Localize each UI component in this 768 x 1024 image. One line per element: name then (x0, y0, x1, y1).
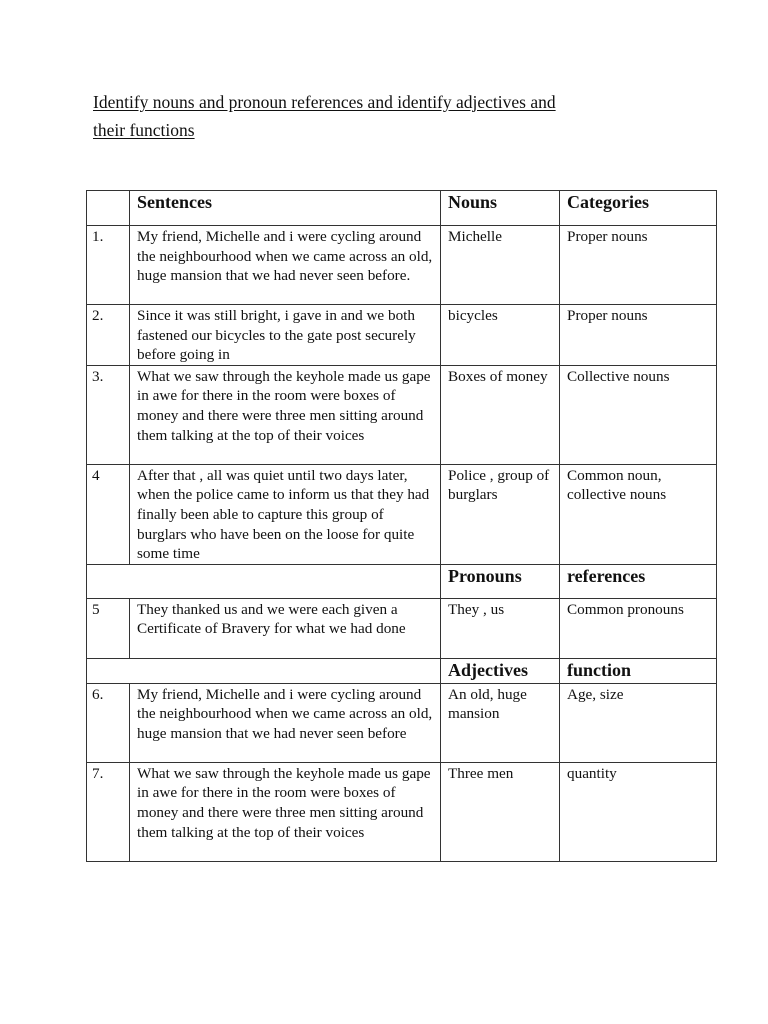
pronoun-cell: They , us (441, 598, 560, 658)
table-row (87, 762, 717, 861)
noun-cell: Police , group of burglars (441, 464, 560, 564)
table-row (87, 464, 717, 564)
table-header-row (87, 191, 717, 226)
sentence-cell: What we saw through the keyhole made us gape in awe for there in the room were boxes of money and there were three men sitting around them talking at the top of their voices (130, 365, 441, 464)
row-number: 6. (87, 683, 130, 762)
category-cell: Common noun, collective nouns (560, 464, 717, 564)
row-number: 5 (87, 598, 130, 658)
noun-cell: Boxes of money (441, 365, 560, 464)
function-cell: Age, size (560, 683, 717, 762)
row-number: 2. (87, 305, 130, 366)
header-references: references (560, 564, 717, 598)
sentence-cell: My friend, Michelle and i were cycling around the neighbourhood when we came across an old, huge mansion that we had never seen before. (130, 226, 441, 305)
header-num-cell (87, 191, 130, 226)
header-sentences: Sentences (130, 191, 441, 226)
header-function: function (560, 658, 717, 683)
adjective-section-header (87, 658, 717, 683)
table-row (87, 683, 717, 762)
sentence-cell: My friend, Michelle and i were cycling around the neighbourhood when we came across an old, huge mansion that we had never seen before (130, 683, 441, 762)
title-line-1: Identify nouns and pronoun references and identify adjectives and (93, 92, 556, 112)
title-line-2: their functions (93, 120, 195, 140)
table-row (87, 305, 717, 366)
category-cell: Proper nouns (560, 226, 717, 305)
header-categories: Categories (560, 191, 717, 226)
pronoun-section-header (87, 564, 717, 598)
noun-cell: bicycles (441, 305, 560, 366)
table-row (87, 365, 717, 464)
exercise-table (86, 190, 717, 862)
function-cell: quantity (560, 762, 717, 861)
sentence-cell: They thanked us and we were each given a Certificate of Bravery for what we had done (130, 598, 441, 658)
header-nouns: Nouns (441, 191, 560, 226)
header-adjectives: Adjectives (441, 658, 560, 683)
category-cell: Proper nouns (560, 305, 717, 366)
section-header-spacer (87, 564, 441, 598)
row-number: 3. (87, 365, 130, 464)
row-number: 7. (87, 762, 130, 861)
page-title (93, 88, 693, 144)
category-cell: Collective nouns (560, 365, 717, 464)
header-pronouns: Pronouns (441, 564, 560, 598)
noun-cell: Michelle (441, 226, 560, 305)
sentence-cell: After that , all was quiet until two days later, when the police came to inform us that they had finally been able to capture this group of burglars who have been on the loose for quite some time (130, 464, 441, 564)
sentence-cell: What we saw through the keyhole made us gape in awe for there in the room were boxes of money and there were three men sitting around them talking at the top of their voices (130, 762, 441, 861)
table-row (87, 598, 717, 658)
row-number: 1. (87, 226, 130, 305)
row-number: 4 (87, 464, 130, 564)
section-header-spacer (87, 658, 441, 683)
sentence-cell: Since it was still bright, i gave in and we both fastened our bicycles to the gate post securely before going in (130, 305, 441, 366)
adjective-cell: An old, huge mansion (441, 683, 560, 762)
table-row (87, 226, 717, 305)
adjective-cell: Three men (441, 762, 560, 861)
reference-cell: Common pronouns (560, 598, 717, 658)
